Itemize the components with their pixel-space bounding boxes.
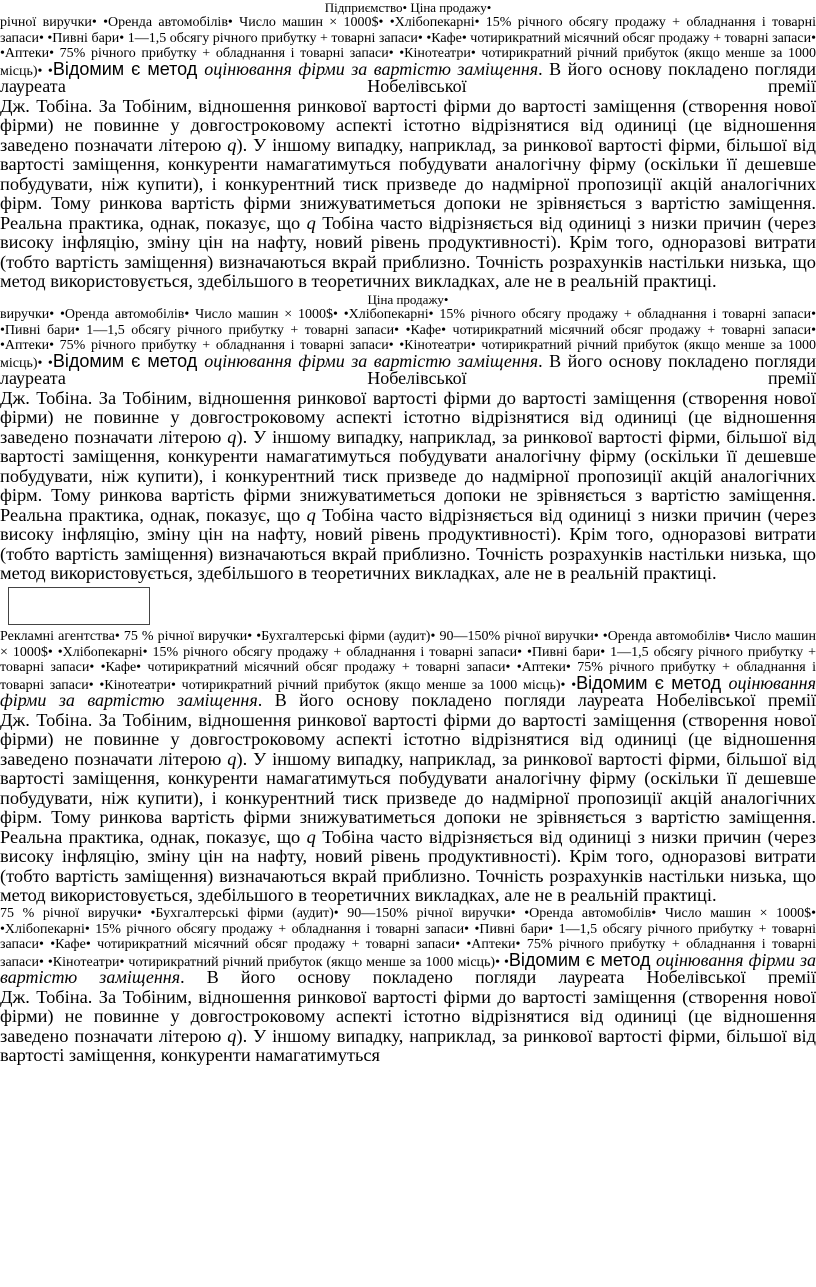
tobin-text-1: Дж. Тобіна. За Тобіним, відношення ринкової вартості фірми до вартості заміщення (створення нової фірми) не повинне у довгостроковому аспекті істотно відрізнятися від одиниці (це відношення заведено позначати літерою — [0, 387, 816, 447]
tobin-text-2: ). У іншому випадку, наприклад, за ринкової вартості фірми, більшої від вартості заміщення, конкуренти намагатимуться побудувати аналогічну фірму (оскільки її дешевше побудувати, ніж купити), і конкурентний тиск призведе до надмірної пропозиції акцій аналогічних фірм. Тому ринкова вартість фірми знижуватиметься допоки не зрівняється з вартістю заміщення. Реальна практика, однак, показує, що — [0, 748, 816, 847]
price-list-text: виручки• •Оренда автомобілів• Число машин × 1000$• •Хлібопекарні• 15% річного обсягу продажу + обладнання і товарні запаси• •Пивні бари• 1—1,5 обсягу річного прибутку + товарні запаси• •Кафе• чотирикратний місячний обсяг продажу + товарні запаси• •Аптеки• 75% річного прибутку + обладнання і товарні запаси• •Кінотеатри• чотирикратний річний прибуток (якщо менше за 1000 місць)• • — [0, 306, 816, 371]
text-block-1 — [0, 0, 816, 292]
method-name: оцінювання фірми за вартістю заміщення — [204, 58, 539, 79]
method-lead: Відомим є метод — [52, 58, 205, 79]
price-list-text: річної виручки• •Оренда автомобілів• Число машин × 1000$• •Хлібопекарні• 15% річного обсягу продажу + обладнання і товарні запаси• •Пивні бари• 1—1,5 обсягу річного прибутку + товарні запаси• •Кафе• чотирикратний місячний обсяг продажу + товарні запаси• •Аптеки• 75% річного прибутку + обладнання і товарні запаси• •Кінотеатри• чотирикратний річний прибуток (якщо менше за 1000 місць)• • — [0, 15, 816, 79]
text-block-2 — [0, 292, 816, 584]
q-symbol: q — [227, 134, 237, 155]
q-symbol: q — [227, 1025, 237, 1046]
method-lead: Відомим є метод — [576, 672, 729, 693]
q-symbol-2: q — [306, 826, 316, 847]
price-list — [0, 15, 816, 97]
method-lead: Відомим є метод — [508, 949, 656, 970]
q-symbol-2: q — [306, 504, 316, 525]
price-list — [0, 307, 816, 389]
tobin-paragraph — [0, 988, 816, 1066]
block-heading: Підприємство• Ціна продажу• — [324, 0, 492, 15]
q-symbol: q — [227, 748, 237, 769]
tobin-text-1: Дж. Тобіна. За Тобіним, відношення ринкової вартості фірми до вартості заміщення (створення нової фірми) не повинне у довгостроковому аспекті істотно відрізнятися від одиниці (це відношення заведено позначати літерою — [0, 986, 816, 1046]
method-tail: . В його основу покладено погляди лауреата Нобелівської премії — [0, 350, 816, 389]
method-tail: . В його основу покладено погляди лауреата Нобелівської премії — [257, 690, 816, 711]
method-name: оцінювання фірми за вартістю заміщення — [0, 949, 816, 988]
tobin-text-1: Дж. Тобіна. За Тобіним, відношення ринкової вартості фірми до вартості заміщення (створення нової фірми) не повинне у довгостроковому аспекті істотно відрізнятися від одиниці (це відношення заведено позначати літерою — [0, 95, 816, 155]
text-block-4 — [0, 906, 816, 1066]
tobin-text-3: Тобіна часто відрізняється від одиниці з низки причин (через високу інфляцію, зміну цін на нафту, новий рівень продуктивності). Крім того, одноразові витрати (тобто вартість заміщення) визначаються вкрай приблизно. Точність розрахунків настільки низька, що метод використовується, здебільшого в теоретичних викладках, але не в реальній практиці. — [0, 212, 816, 292]
tobin-text-2: ). У іншому випадку, наприклад, за ринкової вартості фірми, більшої від вартості заміщення, конкуренти намагатимуться побудувати аналогічну фірму (оскільки її дешевше побудувати, ніж купити), і конкурентний тиск призведе до надмірної пропозиції акцій аналогічних фірм. Тому ринкова вартість фірми знижуватиметься допоки не зрівняється з вартістю заміщення. Реальна практика, однак, показує, що — [0, 426, 816, 525]
method-name: оцінювання фірми за вартістю заміщення — [204, 350, 539, 371]
price-list-text: 75 % річної виручки• •Бухгалтерські фірми (аудит)• 90—150% річної виручки• •Оренда автомобілів• Число машин × 1000$• •Хлібопекарні• 15% річного обсягу продажу + обладнання і товарні запаси• •Пивні бари• 1—1,5 обсягу річного прибутку + товарні запаси• •Кафе• чотирикратний місячний обсяг продажу + товарні запаси• •Аптеки• 75% річного прибутку + обладнання і товарні запаси• •Кінотеатри• чотирикратний річний прибуток (якщо менше за 1000 місць)• • — [0, 905, 816, 970]
tobin-text-3: Тобіна часто відрізняється від одиниці з низки причин (через високу інфляцію, зміну цін на нафту, новий рівень продуктивності). Крім того, одноразові витрати (тобто вартість заміщення) визначаються вкрай приблизно. Точність розрахунків настільки низька, що метод використовується, здебільшого в теоретичних викладках, але не в реальній практиці. — [0, 826, 816, 906]
block-heading: Ціна продажу• — [367, 291, 449, 307]
price-list — [0, 906, 816, 988]
tobin-text-3: Тобіна часто відрізняється від одиниці з низки причин (через високу інфляцію, зміну цін на нафту, новий рівень продуктивності). Крім того, одноразові витрати (тобто вартість заміщення) визначаються вкрай приблизно. Точність розрахунків настільки низька, що метод використовується, здебільшого в теоретичних викладках, але не в реальній практиці. — [0, 504, 816, 584]
price-list-text: Рекламні агентства• 75 % річної виручки• •Бухгалтерські фірми (аудит)• 90—150% річної виручки• •Оренда автомобілів• Число машин × 1000$• •Хлібопекарні• 15% річного обсягу продажу + обладнання і товарні запаси• •Пивні бари• 1—1,5 обсягу річного прибутку + товарні запаси• •Кафе• чотирикратний місячний обсяг продажу + товарні запаси• •Аптеки• 75% річного прибутку + обладнання і товарні запаси• •Кінотеатри• чотирикратний річний прибуток (якщо менше за 1000 місць)• • — [0, 628, 816, 693]
tobin-text-2: ). У іншому випадку, наприклад, за ринкової вартості фірми, більшої від вартості заміщення, конкуренти намагатимуться — [0, 1025, 816, 1066]
tobin-paragraph — [0, 389, 816, 584]
q-symbol: q — [227, 426, 237, 447]
empty-image-placeholder — [8, 587, 150, 625]
tobin-paragraph — [0, 97, 816, 292]
tobin-paragraph — [0, 711, 816, 906]
tobin-text-2: ). У іншому випадку, наприклад, за ринкової вартості фірми, більшої від вартості заміщення, конкуренти намагатимуться побудувати аналогічну фірму (оскільки її дешевше побудувати, ніж купити), і конкурентний тиск призведе до надмірної пропозиції акцій аналогічних фірм. Тому ринкова вартість фірми знижуватиметься допоки не зрівняється з вартістю заміщення. Реальна практика, однак, показує, що — [0, 134, 816, 233]
method-name: оцінювання фірми за вартістю заміщення — [0, 672, 816, 711]
method-tail: . В його основу покладено погляди лауреата Нобелівської премії — [180, 967, 816, 988]
method-lead: Відомим є метод — [52, 350, 205, 371]
method-tail: . В його основу покладено погляди лауреата Нобелівської премії — [0, 58, 816, 97]
price-list — [0, 629, 816, 711]
text-block-3 — [0, 629, 816, 906]
q-symbol-2: q — [306, 212, 316, 233]
tobin-text-1: Дж. Тобіна. За Тобіним, відношення ринкової вартості фірми до вартості заміщення (створення нової фірми) не повинне у довгостроковому аспекті істотно відрізнятися від одиниці (це відношення заведено позначати літерою — [0, 709, 816, 769]
